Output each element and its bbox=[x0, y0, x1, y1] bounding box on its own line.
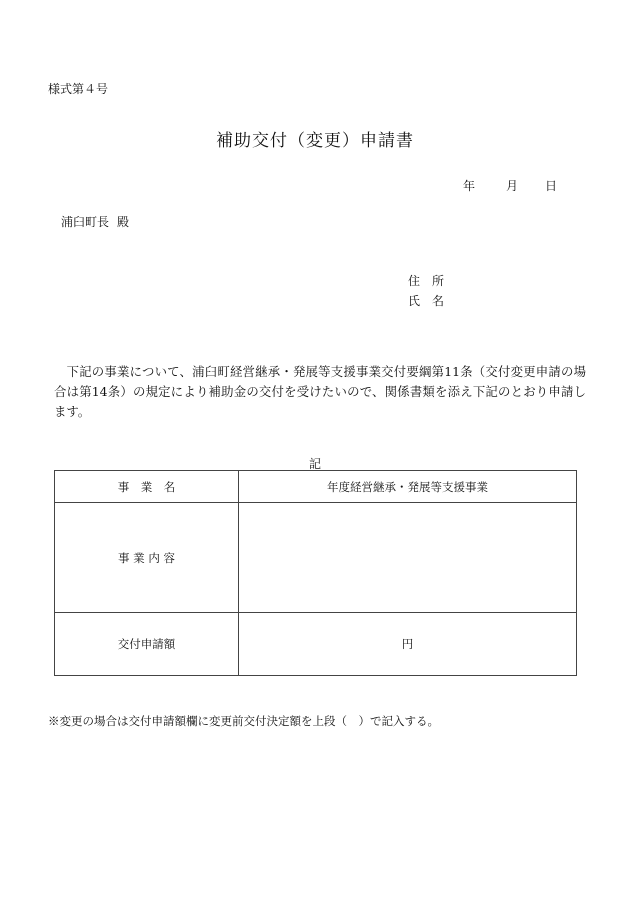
date-month-label: 月 bbox=[506, 179, 519, 193]
project-name-value: 年度経営継承・発展等支援事業 bbox=[239, 471, 577, 503]
table-row-project-name bbox=[55, 471, 577, 503]
footnote: ※変更の場合は交付申請額欄に変更前交付決定額を上段（ ）で記入する。 bbox=[48, 714, 439, 728]
table-row-project-content bbox=[55, 503, 577, 613]
table-row-amount bbox=[55, 613, 577, 676]
project-content-value bbox=[239, 503, 577, 613]
document-title: 補助交付（変更）申請書 bbox=[216, 131, 414, 151]
date-day-label: 日 bbox=[545, 179, 558, 193]
ki-heading: 記 bbox=[308, 457, 321, 471]
amount-unit: 円 bbox=[239, 613, 577, 676]
amount-label: 交付申請額 bbox=[55, 613, 239, 676]
project-name-label: 事 業 名 bbox=[55, 471, 239, 503]
application-table bbox=[54, 470, 577, 676]
applicant-name-label: 氏 名 bbox=[408, 294, 445, 308]
addressee-name: 浦臼町長 bbox=[61, 215, 110, 229]
date-year-label: 年 bbox=[463, 179, 476, 193]
addressee-honorific: 殿 bbox=[117, 215, 130, 229]
addressee bbox=[61, 213, 129, 230]
project-content-label: 事 業 内 容 bbox=[55, 503, 239, 613]
application-body-text: 下記の事業について、浦臼町経営継承・発展等支援事業交付要綱第11条（交付変更申請の場合は第14条）の規定により補助金の交付を受けたいので、関係書類を添え下記のとおり申請します。 bbox=[54, 364, 586, 419]
applicant-address-label: 住 所 bbox=[408, 274, 445, 288]
form-number: 様式第４号 bbox=[48, 82, 109, 96]
